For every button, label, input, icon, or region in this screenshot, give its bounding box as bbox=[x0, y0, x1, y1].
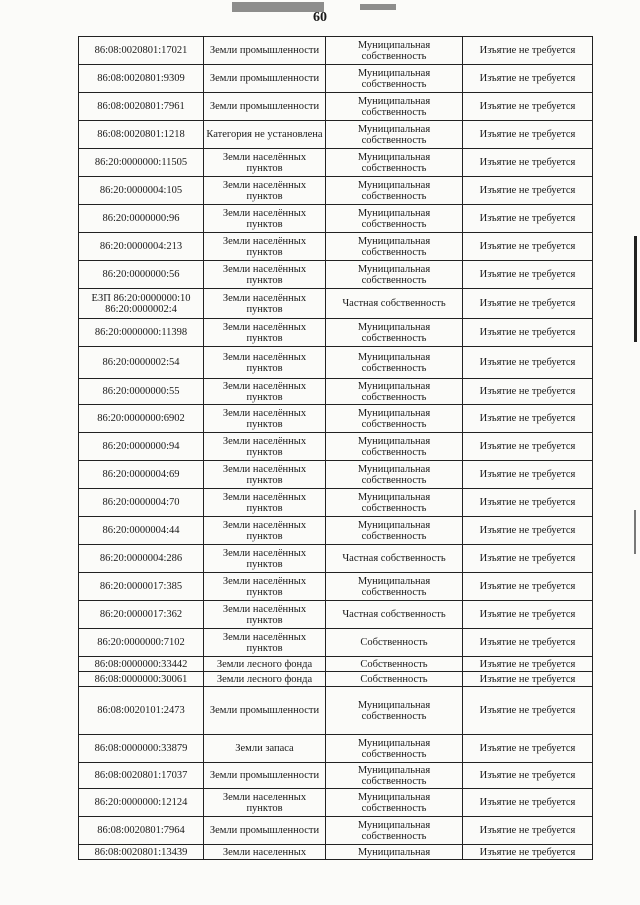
ownership-cell: Муниципальная собственность bbox=[326, 347, 463, 379]
ownership-cell: Муниципальная собственность bbox=[326, 461, 463, 489]
cadastral-cell: 86:08:0020801:7964 bbox=[79, 817, 204, 845]
land-category-cell: Земли населенных bbox=[204, 845, 326, 860]
table-row bbox=[79, 735, 593, 763]
ownership-cell: Муниципальная собственность bbox=[326, 233, 463, 261]
ownership-cell: Частная собственность bbox=[326, 601, 463, 629]
cadastral-cell: 86:08:0000000:33879 bbox=[79, 735, 204, 763]
cadastral-cell: 86:20:0000004:44 bbox=[79, 517, 204, 545]
table-row bbox=[79, 65, 593, 93]
ownership-cell: Муниципальная собственность bbox=[326, 319, 463, 347]
table-row bbox=[79, 233, 593, 261]
scan-edge-mark bbox=[634, 236, 637, 342]
land-category-cell: Земли населённых пунктов bbox=[204, 289, 326, 319]
land-category-cell: Земли населённых пунктов bbox=[204, 629, 326, 657]
table-row bbox=[79, 461, 593, 489]
cadastral-cell: 86:20:0000000:6902 bbox=[79, 405, 204, 433]
table-row bbox=[79, 763, 593, 789]
table-row bbox=[79, 405, 593, 433]
ownership-cell: Муниципальная собственность bbox=[326, 517, 463, 545]
ownership-cell: Муниципальная собственность bbox=[326, 37, 463, 65]
ownership-cell: Муниципальная собственность bbox=[326, 65, 463, 93]
table-body bbox=[79, 37, 593, 860]
land-category-cell: Земли населённых пунктов bbox=[204, 149, 326, 177]
land-category-cell: Земли населённых пунктов bbox=[204, 177, 326, 205]
cadastral-cell: 86:08:0000000:30061 bbox=[79, 672, 204, 687]
table-row bbox=[79, 289, 593, 319]
table-row bbox=[79, 517, 593, 545]
seizure-cell: Изъятие не требуется bbox=[463, 65, 593, 93]
land-category-cell: Земли промышленности bbox=[204, 817, 326, 845]
land-category-cell: Земли населённых пунктов bbox=[204, 545, 326, 573]
seizure-cell: Изъятие не требуется bbox=[463, 687, 593, 735]
land-category-cell: Земли населённых пунктов bbox=[204, 517, 326, 545]
cadastral-cell: 86:20:0000000:56 bbox=[79, 261, 204, 289]
seizure-cell: Изъятие не требуется bbox=[463, 461, 593, 489]
land-category-cell: Земли промышленности bbox=[204, 763, 326, 789]
seizure-cell: Изъятие не требуется bbox=[463, 517, 593, 545]
land-category-cell: Земли населенных пунктов bbox=[204, 789, 326, 817]
ownership-cell: Муниципальная собственность bbox=[326, 735, 463, 763]
seizure-cell: Изъятие не требуется bbox=[463, 672, 593, 687]
table-row bbox=[79, 789, 593, 817]
seizure-cell: Изъятие не требуется bbox=[463, 233, 593, 261]
table-row bbox=[79, 489, 593, 517]
ownership-cell: Собственность bbox=[326, 672, 463, 687]
cadastral-cell: 86:08:0020801:17037 bbox=[79, 763, 204, 789]
ownership-cell: Муниципальная собственность bbox=[326, 763, 463, 789]
table-row bbox=[79, 205, 593, 233]
table-row bbox=[79, 573, 593, 601]
seizure-cell: Изъятие не требуется bbox=[463, 735, 593, 763]
cadastral-cell: 86:08:0020801:1218 bbox=[79, 121, 204, 149]
table-row bbox=[79, 347, 593, 379]
land-category-cell: Земли населённых пунктов bbox=[204, 573, 326, 601]
ownership-cell: Муниципальная собственность bbox=[326, 433, 463, 461]
cadastral-cell: 86:20:0000000:7102 bbox=[79, 629, 204, 657]
ownership-cell: Муниципальная bbox=[326, 845, 463, 860]
land-category-cell: Земли населённых пунктов bbox=[204, 379, 326, 405]
cadastral-cell: 86:20:0000002:54 bbox=[79, 347, 204, 379]
ownership-cell: Муниципальная собственность bbox=[326, 687, 463, 735]
seizure-cell: Изъятие не требуется bbox=[463, 433, 593, 461]
table-row bbox=[79, 319, 593, 347]
land-category-cell: Земли запаса bbox=[204, 735, 326, 763]
cadastral-cell: 86:08:0020801:13439 bbox=[79, 845, 204, 860]
cadastral-cell: 86:20:0000004:105 bbox=[79, 177, 204, 205]
land-category-cell: Земли населённых пунктов bbox=[204, 233, 326, 261]
land-category-cell: Земли населённых пунктов bbox=[204, 405, 326, 433]
cadastral-cell: 86:20:0000000:96 bbox=[79, 205, 204, 233]
land-category-cell: Земли лесного фонда bbox=[204, 657, 326, 672]
ownership-cell: Муниципальная собственность bbox=[326, 379, 463, 405]
seizure-cell: Изъятие не требуется bbox=[463, 629, 593, 657]
table-row bbox=[79, 261, 593, 289]
seizure-cell: Изъятие не требуется bbox=[463, 149, 593, 177]
seizure-cell: Изъятие не требуется bbox=[463, 763, 593, 789]
table-row bbox=[79, 379, 593, 405]
ownership-cell: Муниципальная собственность bbox=[326, 405, 463, 433]
ownership-cell: Муниципальная собственность bbox=[326, 789, 463, 817]
land-category-cell: Земли населённых пунктов bbox=[204, 601, 326, 629]
land-category-cell: Земли промышленности bbox=[204, 93, 326, 121]
land-category-cell: Категория не установлена bbox=[204, 121, 326, 149]
cadastral-cell: 86:20:0000004:69 bbox=[79, 461, 204, 489]
cadastral-cell: 86:20:0000017:385 bbox=[79, 573, 204, 601]
cadastral-cell: 86:20:0000004:286 bbox=[79, 545, 204, 573]
table-row bbox=[79, 177, 593, 205]
cadastral-cell: 86:20:0000000:11398 bbox=[79, 319, 204, 347]
ownership-cell: Муниципальная собственность bbox=[326, 573, 463, 601]
seizure-cell: Изъятие не требуется bbox=[463, 789, 593, 817]
land-category-cell: Земли населённых пунктов bbox=[204, 205, 326, 233]
seizure-cell: Изъятие не требуется bbox=[463, 601, 593, 629]
cadastral-cell: 86:20:0000004:213 bbox=[79, 233, 204, 261]
seizure-cell: Изъятие не требуется bbox=[463, 121, 593, 149]
ownership-cell: Муниципальная собственность bbox=[326, 205, 463, 233]
seizure-cell: Изъятие не требуется bbox=[463, 289, 593, 319]
page-number: 60 bbox=[313, 10, 327, 25]
seizure-cell: Изъятие не требуется bbox=[463, 319, 593, 347]
ownership-cell: Частная собственность bbox=[326, 545, 463, 573]
ownership-cell: Собственность bbox=[326, 629, 463, 657]
seizure-cell: Изъятие не требуется bbox=[463, 657, 593, 672]
seizure-cell: Изъятие не требуется bbox=[463, 347, 593, 379]
land-category-cell: Земли населённых пунктов bbox=[204, 319, 326, 347]
seizure-cell: Изъятие не требуется bbox=[463, 489, 593, 517]
table-row bbox=[79, 545, 593, 573]
ownership-cell: Муниципальная собственность bbox=[326, 261, 463, 289]
land-category-cell: Земли лесного фонда bbox=[204, 672, 326, 687]
table-row bbox=[79, 657, 593, 672]
ownership-cell: Собственность bbox=[326, 657, 463, 672]
seizure-cell: Изъятие не требуется bbox=[463, 205, 593, 233]
table-row bbox=[79, 672, 593, 687]
land-category-cell: Земли промышленности bbox=[204, 65, 326, 93]
table-row bbox=[79, 845, 593, 860]
land-category-cell: Земли населённых пунктов bbox=[204, 261, 326, 289]
land-category-cell: Земли населённых пунктов bbox=[204, 347, 326, 379]
seizure-cell: Изъятие не требуется bbox=[463, 545, 593, 573]
land-plots-table bbox=[78, 36, 593, 860]
ownership-cell: Частная собственность bbox=[326, 289, 463, 319]
seizure-cell: Изъятие не требуется bbox=[463, 177, 593, 205]
cadastral-cell: 86:08:0020801:17021 bbox=[79, 37, 204, 65]
table-row bbox=[79, 93, 593, 121]
land-category-cell: Земли промышленности bbox=[204, 37, 326, 65]
land-category-cell: Земли населённых пунктов bbox=[204, 489, 326, 517]
seizure-cell: Изъятие не требуется bbox=[463, 37, 593, 65]
table-row bbox=[79, 121, 593, 149]
cadastral-cell: 86:20:0000000:94 bbox=[79, 433, 204, 461]
cadastral-cell: 86:20:0000000:12124 bbox=[79, 789, 204, 817]
seizure-cell: Изъятие не требуется bbox=[463, 817, 593, 845]
cadastral-cell: 86:08:0020101:2473 bbox=[79, 687, 204, 735]
land-category-cell: Земли населённых пунктов bbox=[204, 461, 326, 489]
table-row bbox=[79, 687, 593, 735]
seizure-cell: Изъятие не требуется bbox=[463, 379, 593, 405]
cadastral-cell: 86:08:0020801:7961 bbox=[79, 93, 204, 121]
cadastral-cell: 86:20:0000017:362 bbox=[79, 601, 204, 629]
table-row bbox=[79, 601, 593, 629]
ownership-cell: Муниципальная собственность bbox=[326, 177, 463, 205]
scan-edge-mark bbox=[634, 510, 636, 554]
ownership-cell: Муниципальная собственность bbox=[326, 121, 463, 149]
seizure-cell: Изъятие не требуется bbox=[463, 573, 593, 601]
cadastral-cell: ЕЗП 86:20:0000000:10 86:20:0000002:4 bbox=[79, 289, 204, 319]
ownership-cell: Муниципальная собственность bbox=[326, 149, 463, 177]
ownership-cell: Муниципальная собственность bbox=[326, 817, 463, 845]
cadastral-cell: 86:08:0020801:9309 bbox=[79, 65, 204, 93]
table-row bbox=[79, 817, 593, 845]
cadastral-cell: 86:20:0000000:11505 bbox=[79, 149, 204, 177]
land-category-cell: Земли населённых пунктов bbox=[204, 433, 326, 461]
seizure-cell: Изъятие не требуется bbox=[463, 261, 593, 289]
cadastral-cell: 86:08:0000000:33442 bbox=[79, 657, 204, 672]
cadastral-cell: 86:20:0000004:70 bbox=[79, 489, 204, 517]
cadastral-cell: 86:20:0000000:55 bbox=[79, 379, 204, 405]
seizure-cell: Изъятие не требуется bbox=[463, 93, 593, 121]
seizure-cell: Изъятие не требуется bbox=[463, 405, 593, 433]
table-row bbox=[79, 37, 593, 65]
table-row bbox=[79, 433, 593, 461]
ownership-cell: Муниципальная собственность bbox=[326, 93, 463, 121]
land-category-cell: Земли промышленности bbox=[204, 687, 326, 735]
table-row bbox=[79, 149, 593, 177]
ownership-cell: Муниципальная собственность bbox=[326, 489, 463, 517]
seizure-cell: Изъятие не требуется bbox=[463, 845, 593, 860]
table-row bbox=[79, 629, 593, 657]
